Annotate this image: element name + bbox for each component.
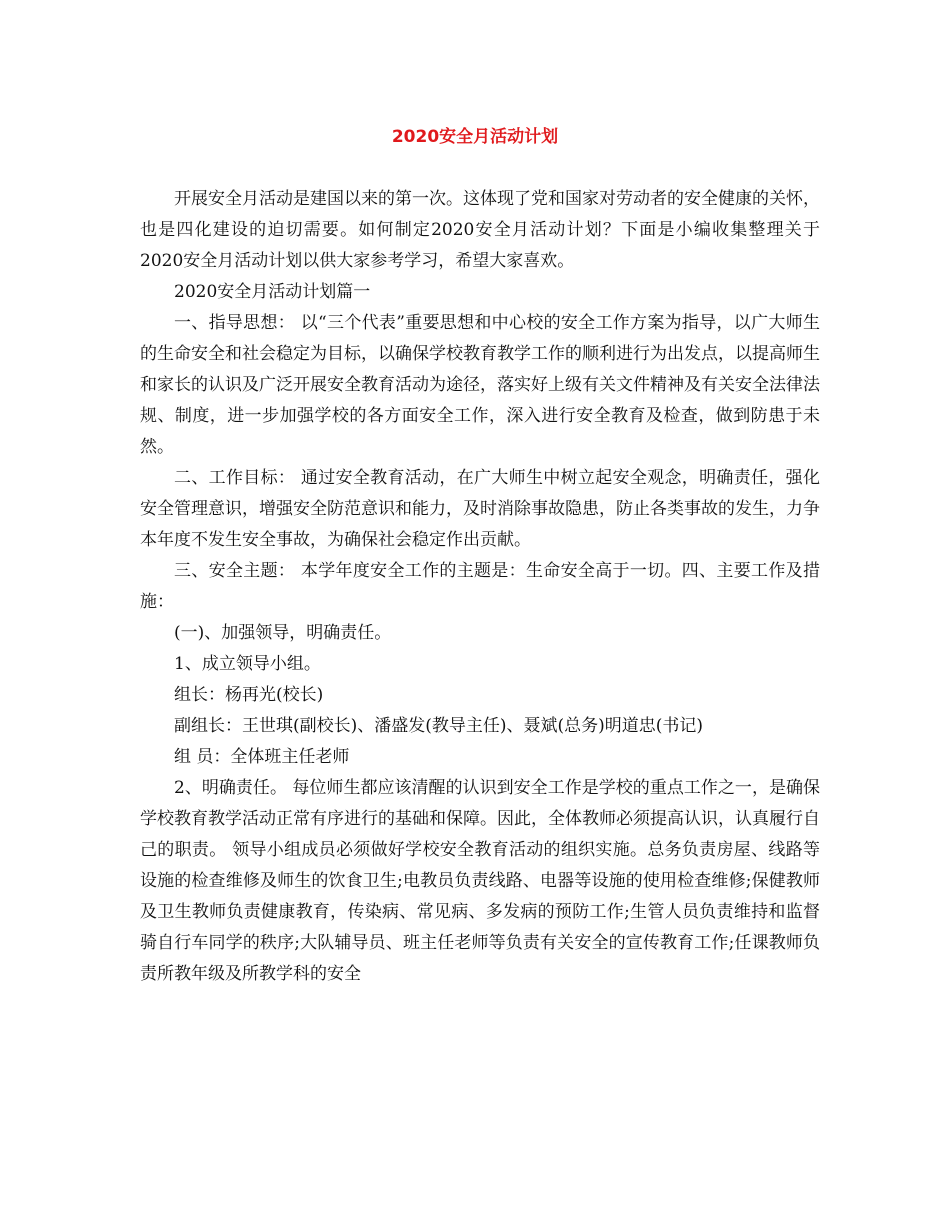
paragraph-group-leader: 组长：杨再光(校长)	[174, 685, 324, 705]
paragraph-work-goals: 二、工作目标： 通过安全教育活动，在广大师生中树立起安全观念，明确责任，强化安全管理意识，增强安全防范意识和能力，及时消除事故隐患，防止各类事故的发生，力争本年度不发生安全事故，为确保社会稳定作出贡献。	[140, 468, 820, 550]
document-body	[140, 184, 820, 990]
paragraph-intro: 开展安全月活动是建国以来的第一次。这体现了党和国家对劳动者的安全健康的关怀，也是四化建设的迫切需要。如何制定2020安全月活动计划？下面是小编收集整理关于2020安全月活动计划以供大家参考学习，希望大家喜欢。	[140, 189, 820, 271]
paragraph-section-1: (一)、加强领导，明确责任。	[174, 623, 392, 643]
paragraph-responsibilities: 2、明确责任。 每位师生都应该清醒的认识到安全工作是学校的重点工作之一，是确保学校教育教学活动正常有序进行的基础和保障。因此，全体教师必须提高认识，认真履行自己的职责。 领导小组成员必须做好学校安全教育活动的组织实施。总务负责房屋、线路等设施的检查维修及师生的饮食卫生;电教员负责线路、电器等设施的使用检查维修;保健教师及卫生教师负责健康教育，传染病、常见病、多发病的预防工作;生管人员负责维持和监督骑自行车同学的秩序;大队辅导员、班主任老师等负责有关安全的宣传教育工作;任课教师负责所教年级及所教学科的安全	[140, 778, 820, 984]
document-title: 2020安全月活动计划	[391, 127, 559, 147]
paragraph-safety-theme: 三、安全主题： 本学年度安全工作的主题是：生命安全高于一切。四、主要工作及措施：	[140, 561, 820, 612]
paragraph-members: 组 员：全体班主任老师	[174, 747, 350, 767]
paragraph-subtitle: 2020安全月活动计划篇一	[174, 282, 371, 302]
paragraph-leading-group: 1、成立领导小组。	[174, 654, 321, 674]
paragraph-deputy-leaders: 副组长：王世琪(副校长)、潘盛发(教导主任)、聂斌(总务)明道忠(书记)	[174, 716, 704, 736]
paragraph-guiding-ideology: 一、指导思想： 以“三个代表”重要思想和中心校的安全工作方案为指导，以广大师生的生命安全和社会稳定为目标，以确保学校教育教学工作的顺利进行为出发点，以提高师生和家长的认识及广泛开展安全教育活动为途径，落实好上级有关文件精神及有关安全法律法规、制度，进一步加强学校的各方面安全工作，深入进行安全教育及检查，做到防患于未然。	[140, 313, 820, 457]
